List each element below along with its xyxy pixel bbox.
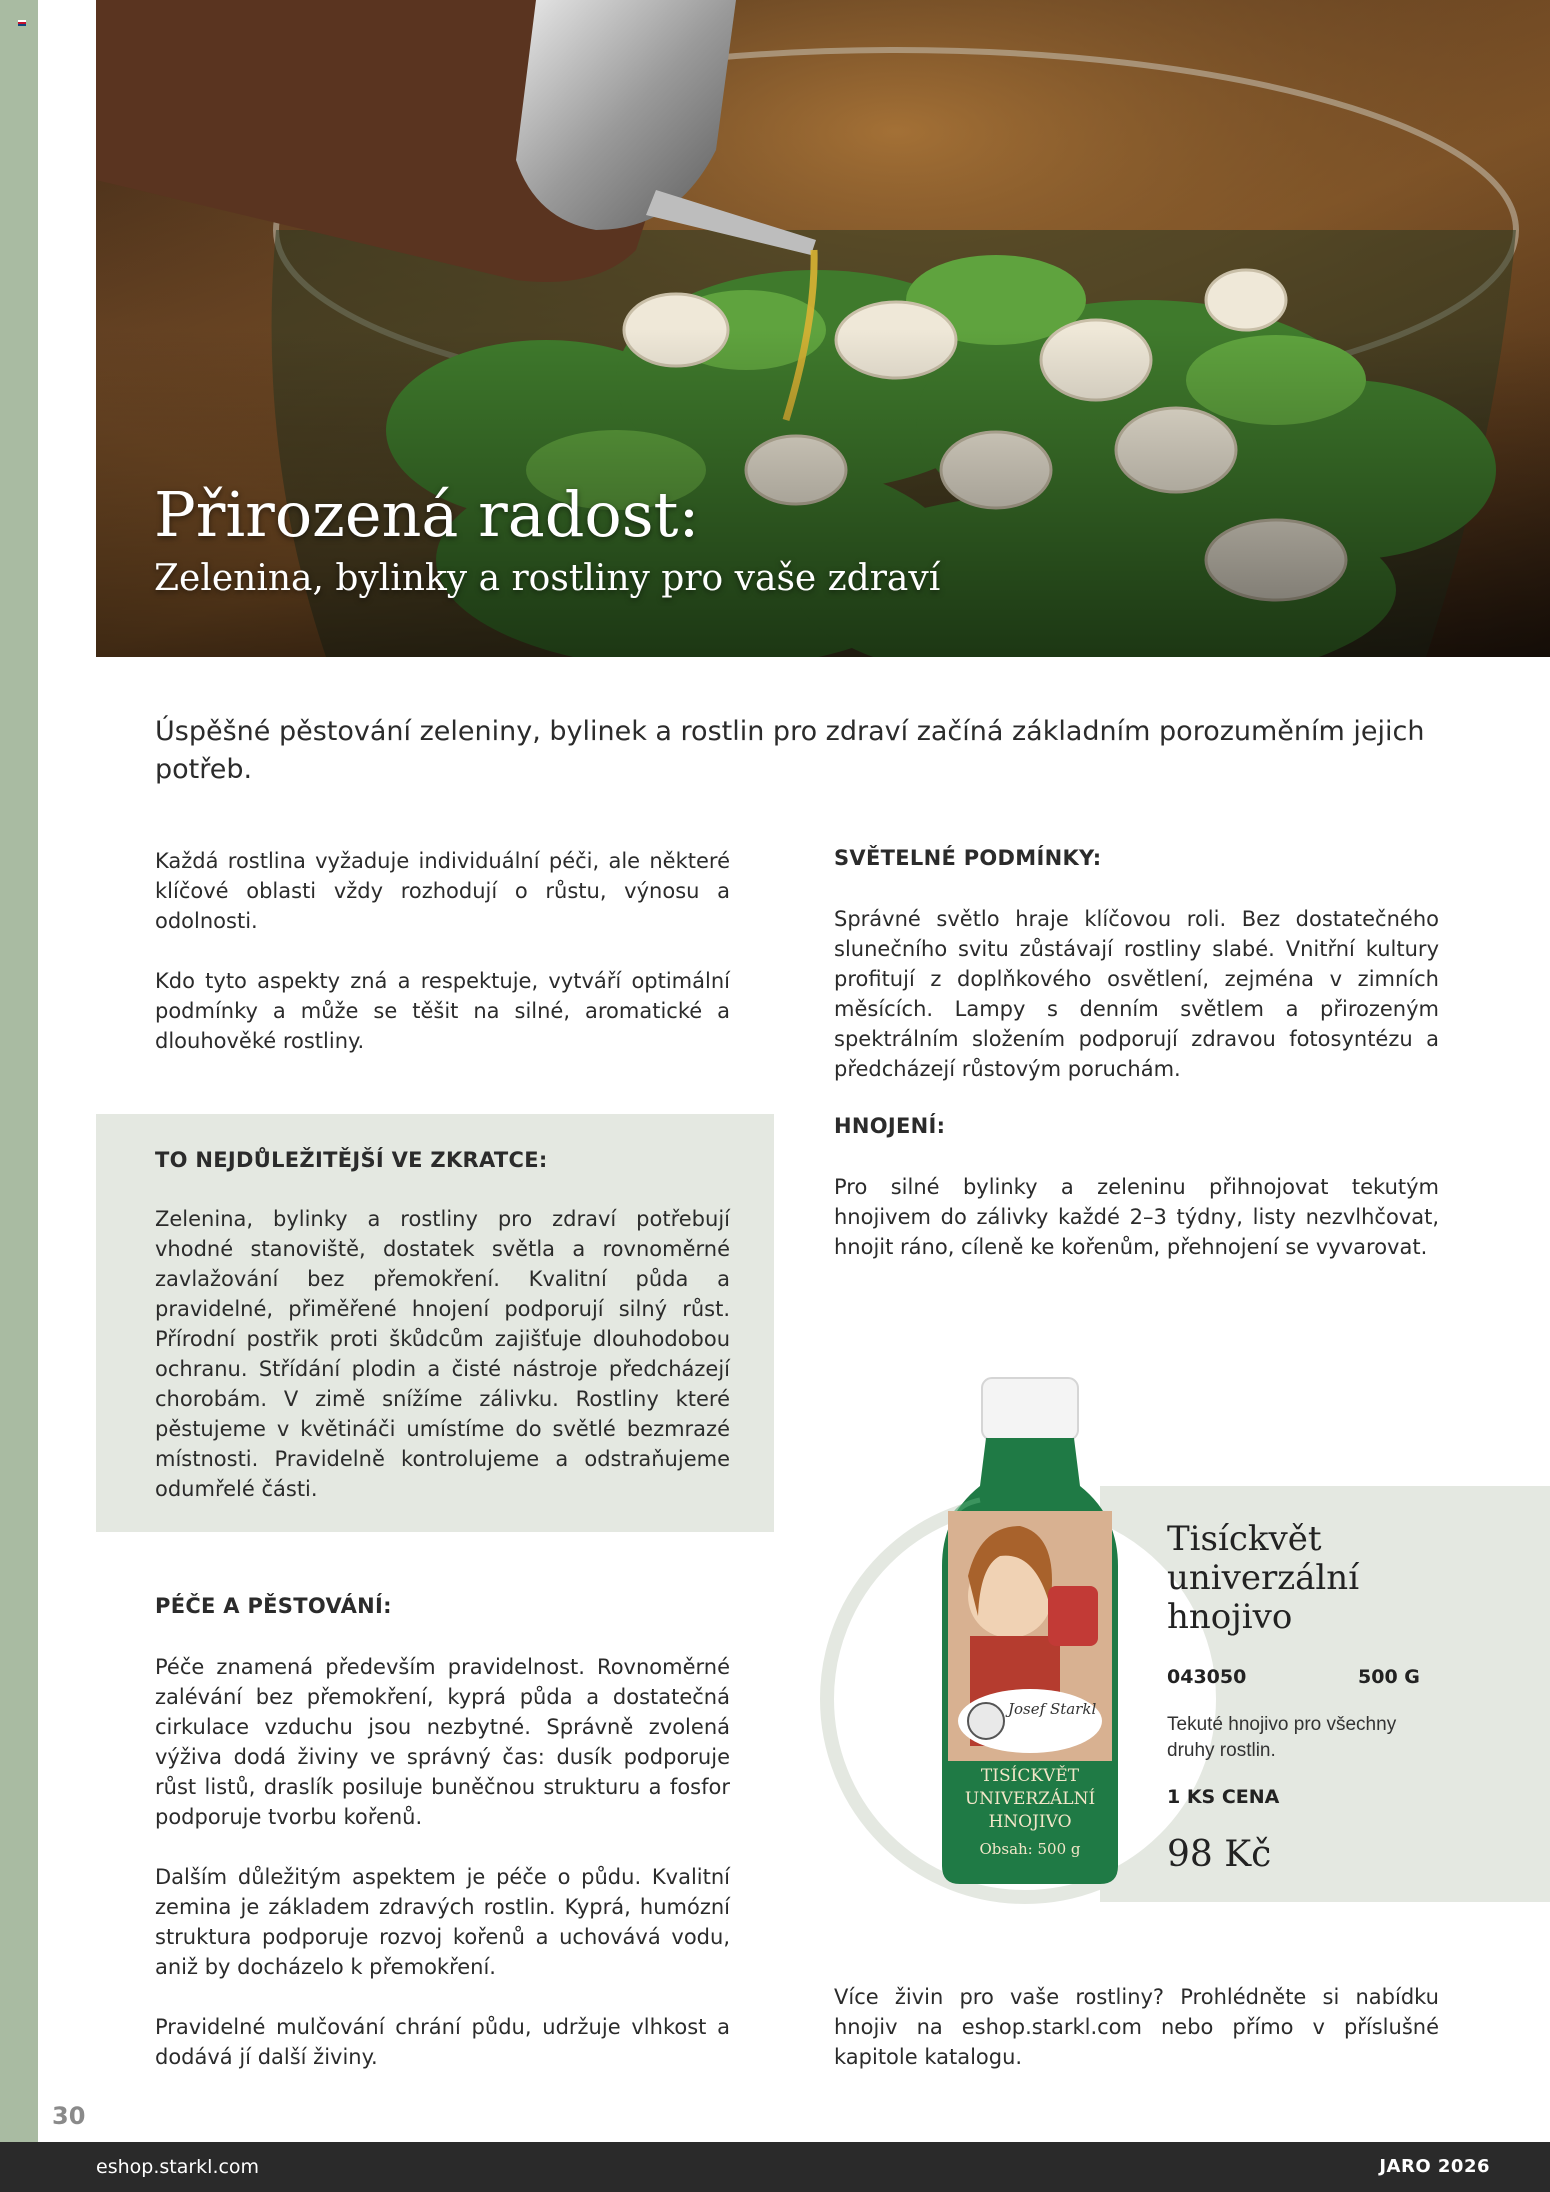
summary-text: Zelenina, bylinky a rostliny pro zdraví potřebují vhodné stanoviště, dostatek světla a rovnoměrné zavlažování bez přemokření. Kvalitní půda a pravidelné, přiměřené hnojení podporují silný růst. Přírodní postřik proti škůdcům zajišťuje dlouhodobou ochranu. Střídání plodin a čisté nástroje předcházejí chorobám. V zimě snížíme zálivku. Rostliny které pěstujeme v květináči umístíme do světlé bezmrazé místnosti. Pravidelně kontrolujeme a odstraňujeme odumřelé části. (155, 1207, 730, 1501)
care-heading: PÉČE A PĚSTOVÁNÍ: (155, 1594, 392, 1618)
bottle-label-line-1: TISÍCKVĚT (980, 1766, 1080, 1786)
intro-paragraph-2: Kdo tyto aspekty zná a respektuje, vytváří optimální podmínky a může se těšit na silné, aromatické a dlouhověké rostliny. (155, 969, 730, 1053)
product-price: 98 Kč (1167, 1834, 1272, 1875)
bottle-brand-text: Josef Starkl (1008, 1700, 1097, 1718)
care-paragraph-2: Dalším důležitým aspektem je péče o půdu. Kvalitní zemina je základem zdravých rostlin. Kyprá, humózní struktura podporuje rozvoj kořenů a uchovává vodu, aniž by docházelo k přemokření. (155, 1865, 730, 1979)
side-label-area (38, 0, 96, 480)
price-label: 1 KS CENA (1167, 1786, 1280, 1808)
product-name: Tisíckvět univerzální hnojivo (1167, 1519, 1360, 1637)
fertilizer-bottle-image (940, 1376, 1120, 1886)
footer-season: JARO 2026 (1379, 2156, 1490, 2177)
footer-bar (0, 2142, 1550, 2192)
light-text: Správné světlo hraje klíčovou roli. Bez dostatečného slunečního svitu zůstávají rostliny slabé. Vnitřní kultury profitují z doplňkového osvětlení, zejména v zimních měsících. Lampy s denním světlem a přirozeným spektrálním složením podporují zdravou fotosyntézu a předcházejí růstovým poruchám. (834, 907, 1439, 1081)
bottle-label-content: Obsah: 500 g (979, 1840, 1081, 1858)
light-heading: SVĚTELNÉ PODMÍNKY: (834, 846, 1102, 870)
lead-paragraph: Úspěšné pěstování zeleniny, bylinek a rostlin pro zdraví začíná základním porozuměním jejich potřeb. (155, 716, 1425, 785)
more-nutrients-text: Více živin pro vaše rostliny? Prohlédněte si nabídku hnojiv na eshop.starkl.com nebo přímo v příslušné kapitole katalogu. (834, 1985, 1439, 2069)
side-color-strip (0, 0, 38, 2142)
page-title: Přirozená radost: (154, 478, 700, 551)
care-paragraph-1: Péče znamená především pravidelnost. Rovnoměrné zalévání bez přemokření, kyprá půda a dostatečná cirkulace vzduchu jsou nezbytné. Správně zvolená výživa dodá živiny ve správný čas: dusík podporuje růst listů, draslík posiluje buněčnou strukturu a fosfor podporuje tvorbu kořenů. (155, 1655, 730, 1829)
product-description: Tekuté hnojivo pro všechny druhy rostlin. (1167, 1714, 1397, 1761)
fertilizing-heading: HNOJENÍ: (834, 1114, 946, 1138)
page-number: 30 (52, 2102, 86, 2130)
intro-paragraph-1: Každá rostlina vyžaduje individuální péči, ale některé klíčové oblasti vždy rozhodují o růstu, výnosu a odolnosti. (155, 849, 730, 933)
page-subtitle: Zelenina, bylinky a rostliny pro vaše zdraví (154, 558, 941, 599)
flag-icon (18, 20, 26, 26)
bottle-label-line-3: HNOJIVO (988, 1812, 1072, 1832)
product-weight: 500 G (1358, 1666, 1420, 1688)
fertilizing-text: Pro silné bylinky a zeleninu přihnojovat tekutým hnojivem do zálivky každé 2–3 týdny, listy nezvlhčovat, hnojit ráno, cíleně ke kořenům, přehnojení se vyvarovat. (834, 1175, 1439, 1259)
summary-heading: TO NEJDŮLEŽITĚJŠÍ VE ZKRATCE: (155, 1148, 548, 1172)
bottle-label-line-2: UNIVERZÁLNÍ (964, 1789, 1096, 1809)
hero-image (96, 0, 1550, 657)
product-code: 043050 (1167, 1666, 1247, 1688)
care-paragraph-3: Pravidelné mulčování chrání půdu, udržuje vlhkost a dodává jí další živiny. (155, 2015, 730, 2069)
footer-url-link[interactable]: eshop.starkl.com (96, 2156, 260, 2178)
